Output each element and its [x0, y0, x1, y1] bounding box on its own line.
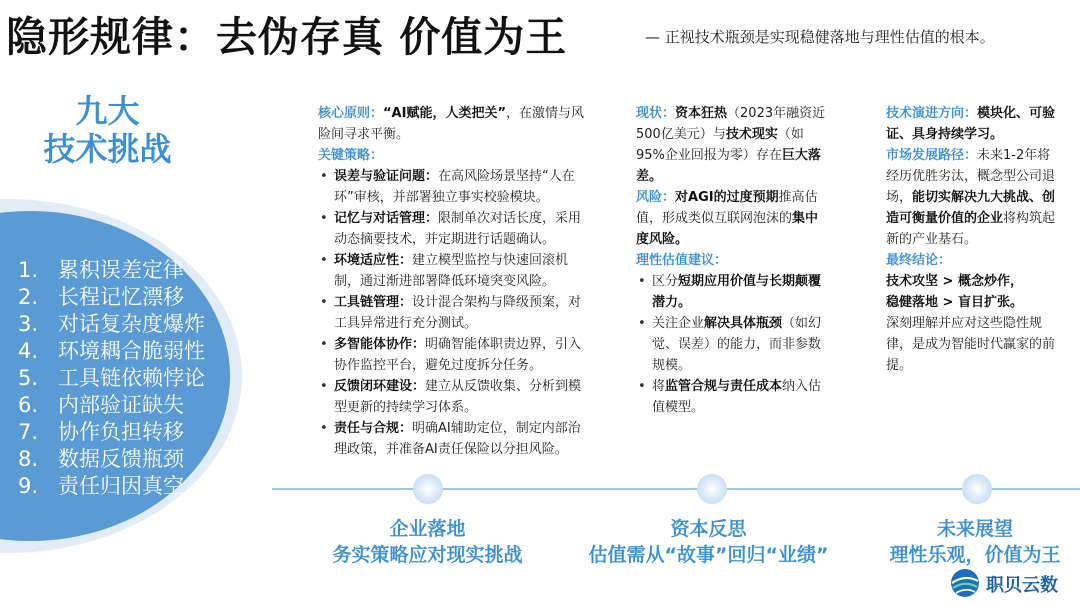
challenge-item: 9. 责任归因真空: [18, 474, 184, 498]
final-label: 最终结论：: [886, 253, 952, 268]
challenge-item: 8. 数据反馈瓶颈: [18, 447, 184, 471]
advice-label: 理性估值建议：: [636, 253, 728, 268]
challenge-item: 3. 对话复杂度爆炸: [18, 312, 205, 336]
strategy-label: 关键策略：: [318, 148, 384, 163]
market-paragraph: 市场发展路径：未来1-2年将经历优胜劣汰，概念型公司退场，能切实解决九大挑战、创造可衡量价值的企业将构筑起新的产业基石。: [886, 148, 1056, 247]
advice-item: • 关注企业解决具体瓶颈（如幻觉、误差）的能力，而非参数规模。: [636, 313, 826, 376]
strategy-item: • 环境适应性：建立模型监控与快速回滚机制，通过渐进部署降低环境突变风险。: [318, 250, 590, 292]
strategy-item: • 误差与验证问题：在高风险场景坚持“人在环”审核，并部署独立事实校验模块。: [318, 166, 590, 208]
challenge-item: 5. 工具链依赖悖论: [18, 366, 205, 390]
strategy-item: • 记忆与对话管理：限制单次对话长度，采用动态摘要技术，并定期进行话题确认。: [318, 208, 590, 250]
timeline-dot: [697, 474, 727, 504]
challenge-item: 4. 环境耦合脆弱性: [18, 339, 205, 363]
challenges-heading: [20, 92, 195, 168]
challenge-item: 1. 累积误差定律: [18, 258, 184, 282]
advice-list: [636, 271, 826, 418]
brand-logo: [950, 568, 1078, 598]
brand-name: 职贝云数: [986, 575, 1058, 596]
advice-item: • 将监管合规与责任成本纳入估值模型。: [636, 376, 826, 418]
future-column: [886, 103, 1056, 376]
trend-paragraph: 技术演进方向：模块化、可验证、具身持续学习。: [886, 106, 1056, 142]
final-line-2: 稳健落地 > 盲目扩张。: [886, 295, 1023, 310]
page-title: 隐形规律：去伪存真 价值为王: [6, 13, 568, 61]
strategy-item: • 工具链管理：设计混合架构与降级预案，对工具异常进行充分测试。: [318, 292, 590, 334]
strategy-item: • 反馈闭环建设：建立从反馈收集、分析到模型更新的持续学习体系。: [318, 376, 590, 418]
capital-column: [636, 103, 826, 418]
enterprise-column: [318, 103, 590, 460]
bottom-caption-capital: 资本反思 估值需从“故事”回归“业绩”: [588, 518, 829, 566]
strategy-item: • 多智能体协作：明确智能体职责边界，引入协作监控平台，避免过度拆分任务。: [318, 334, 590, 376]
timeline-dot: [962, 474, 992, 504]
challenge-list: [18, 257, 205, 500]
bottom-caption-enterprise: 企业落地 务实策略应对现实挑战: [332, 518, 523, 566]
timeline-dot: [413, 474, 443, 504]
challenges-heading-line2: 技术挑战: [43, 130, 172, 168]
strategy-list: [318, 166, 590, 460]
final-line-1: 技术攻坚 > 概念炒作，: [886, 274, 1023, 289]
advice-item: • 区分短期应用价值与长期颠覆潜力。: [636, 271, 826, 313]
status-paragraph: 现状：资本狂热（2023年融资近500亿美元）与技术现实（如95%企业回报为零）存在巨大落差。: [636, 106, 826, 184]
globe-logo-icon: [950, 568, 980, 598]
timeline-line: [272, 488, 1080, 490]
challenge-item: 2. 长程记忆漂移: [18, 285, 184, 309]
page-subtitle: — 正视技术瓶颈是实现稳健落地与理性估值的根本。: [645, 28, 995, 46]
challenge-item: 7. 协作负担转移: [18, 420, 184, 444]
challenges-heading-line1: 九大: [75, 92, 140, 130]
core-principle: 核心原则：“AI赋能，人类把关”，在激情与风险间寻求平衡。: [318, 106, 585, 142]
challenge-item: 6. 内部验证缺失: [18, 393, 184, 417]
final-text: 深刻理解并应对这些隐性规律，是成为智能时代赢家的前提。: [886, 316, 1056, 373]
risk-paragraph: 风险：对AGI的过度预期推高估值，形成类似互联网泡沫的集中度风险。: [636, 190, 819, 247]
strategy-item: • 责任与合规：明确AI辅助定位，制定内部治理政策，并准备AI责任保险以分担风险。: [318, 418, 590, 460]
bottom-caption-future: 未来展望 理性乐观，价值为王: [889, 518, 1061, 566]
